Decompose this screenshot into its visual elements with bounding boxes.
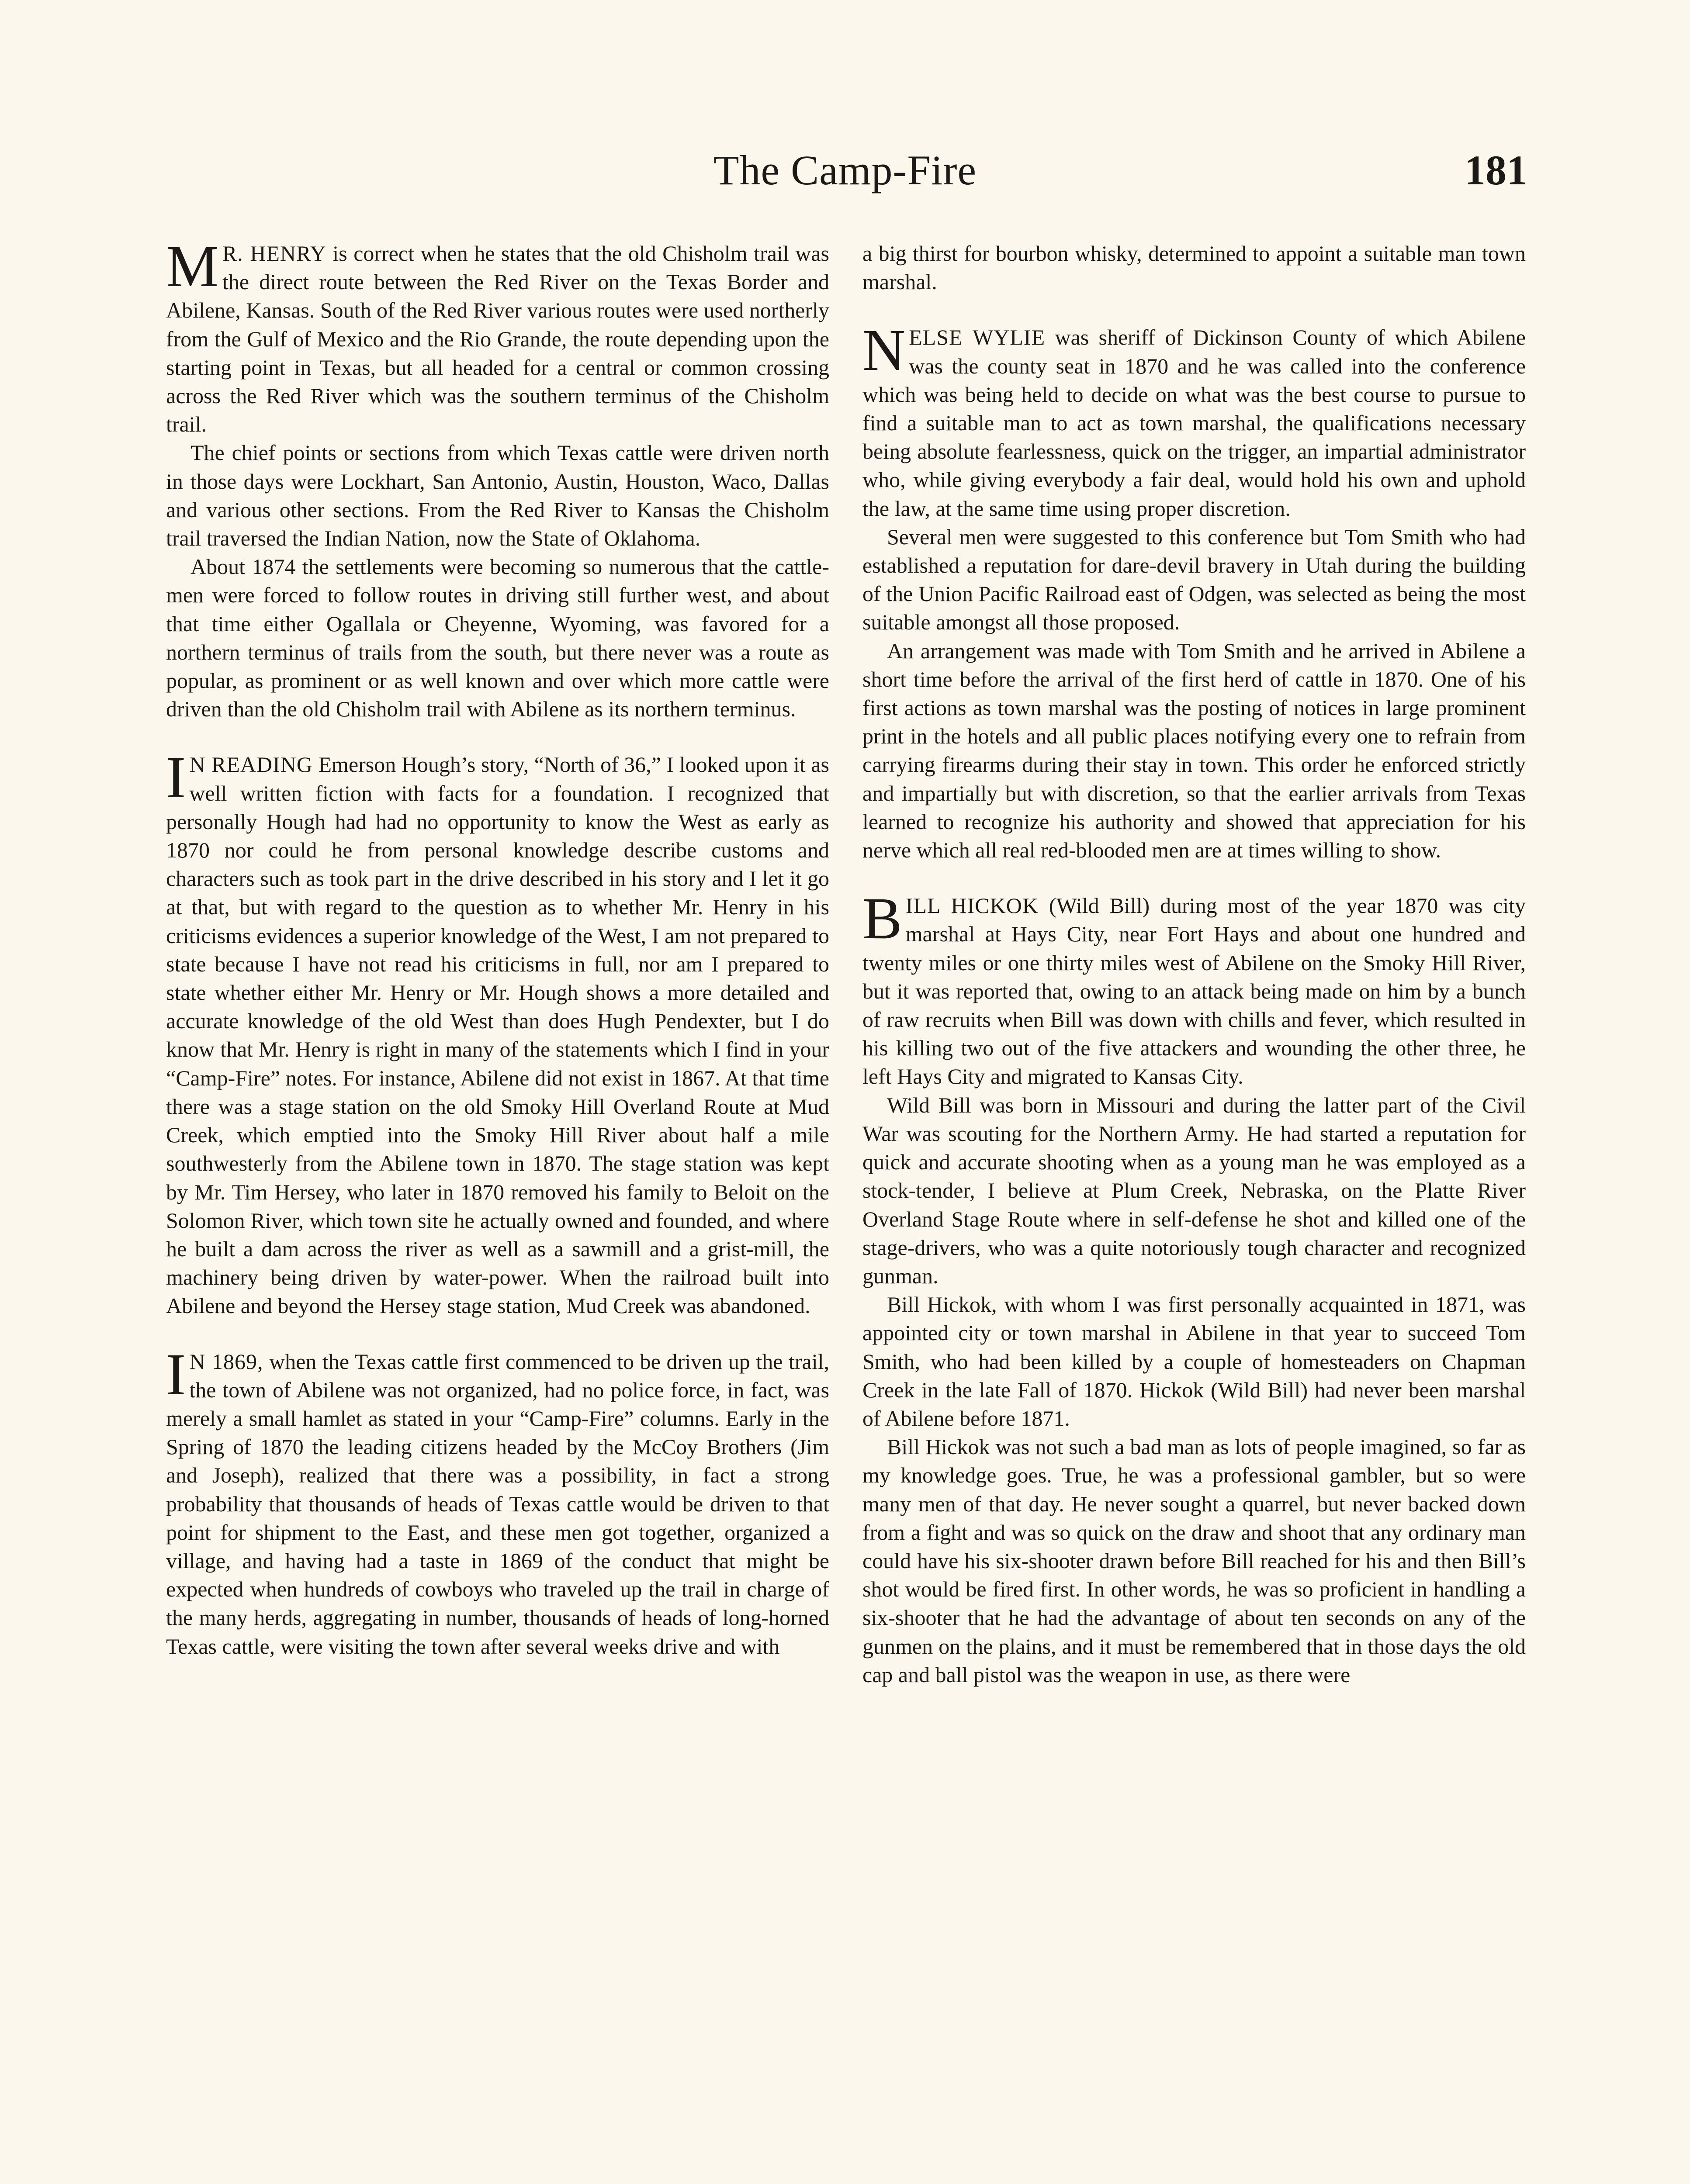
left-column bbox=[166, 234, 830, 1661]
drop-cap: I bbox=[166, 745, 186, 811]
paragraph: An arrangement was made with Tom Smith and he arrived in Abilene a short time before the arrival of the first herd of cattle in 1870. One of his first actions as town marshal was the posting of notices in large prominent print in the hotels and all public places notifying every one to refrain from carrying firearms during their stay in town. This order he enforced strictly and impartially but with discretion, so that the earlier arrivals from Texas learned to recognize his authority and showed that appreciation for his nerve which all real red-blooded men are at times willing to show. bbox=[862, 638, 1526, 863]
paragraph-text: is correct when he states that the old Chisholm trail was the direct route between the Red River on the Texas Border and Abilene, Kansas. South of the Red River various routes were used northerly from the Gulf of Mexico and the Rio Grande, the route depending upon the starting point in Texas, but all headed for a central or common crossing across the Red River which was the southern terminus of the Chisholm trail. bbox=[166, 241, 830, 437]
running-title: The Camp-Fire bbox=[713, 147, 977, 194]
continued-paragraph: a big thirst for bourbon whisky, determined to appoint a suitable man town marshal. bbox=[862, 241, 1526, 294]
section-lead-paragraph bbox=[166, 234, 830, 439]
section-lead-paragraph bbox=[862, 318, 1526, 522]
paragraph: Bill Hickok was not such a bad man as lots of people imagined, so far as my knowledge goes. True, he was a professional gambler, but so were many men of that day. He never sought a quarrel, but never backed down from a fight and was so quick on the draw and shoot that any ordinary man could have his six-shooter drawn before Bill reached for his and then Bill’s shot would be fired first. In other words, he was so proficient in handling a six-shooter that he had the advantage of about ten seconds on any of the gunmen on the plains, and it must be remembered that in those days the old cap and ball pistol was the weapon in use, as there were bbox=[862, 1434, 1526, 1687]
page-header bbox=[0, 144, 1690, 201]
lead-words: N READING bbox=[189, 752, 313, 777]
section-lead-paragraph bbox=[166, 745, 829, 1320]
lead-words: N 1869, bbox=[189, 1349, 263, 1374]
paragraph: The chief points or sections from which Texas cattle were driven north in those days were Lockhart, San Antonio, Austin, Houston, Waco, Dallas and various other sections. From the Red River to Kansas the Chisholm trail traversed the Indian Nation, now the State of Oklahoma. bbox=[166, 440, 829, 551]
paragraph-text: (Wild Bill) during most of the year 1870 was city marshal at Hays City, near Fort Hays and about one hundred and twenty miles or one thirty miles west of Abilene on the Smoky Hill River, but it was reported that, owing to an attack being made on him by a bunch of raw recruits when Bill was down with chills and fever, which resulted in his killing two out of the five attackers and wounding the other three, he left Hays City and migrated to Kansas City. bbox=[862, 893, 1526, 1089]
drop-cap: M bbox=[166, 234, 219, 299]
drop-cap: B bbox=[862, 886, 902, 952]
paragraph-text: was sheriff of Dickinson County of which Abilene was the county seat in 1870 and he was called into the conference which was being held to decide on what was the best course to pursue to find a suitable man to act as town marshal, the qualifications necessary being absolute fearlessness, quick on the trigger, an impartial administrator who, while giving everybody a fair deal, would hold his own and uphold the law, at the same time using proper discretion. bbox=[862, 325, 1526, 521]
section-break bbox=[862, 864, 1526, 892]
lead-words: R. HENRY bbox=[222, 241, 326, 266]
drop-cap: I bbox=[166, 1341, 186, 1407]
lead-words: ELSE WYLIE bbox=[909, 325, 1046, 350]
section-break bbox=[166, 1320, 829, 1348]
drop-cap: N bbox=[862, 318, 906, 384]
section-break bbox=[166, 723, 829, 750]
paragraph-text: Emerson Hough’s story, “North of 36,” I looked upon it as well written fiction with facts for a foundation. I recognized that personally Hough had had no opportunity to know the West as early as 1870 nor could he from personal knowledge describe customs and characters such as took part in the drive described in his story and I let it go at that, but with regard to the question as to whether Mr. Henry in his criticisms evidences a superior knowledge of the West, I am not prepared to state because I have not read his criticisms in full, nor am I prepared to state whether either Mr. Henry or Mr. Hough shows a more detailed and accurate knowledge of the old West than does Hugh Pendexter, but I do know that Mr. Henry is right in many of the statements which I find in your “Camp-Fire” notes. For instance, Abilene did not exist in 1867. At that time there was a stage station on the old Smoky Hill Overland Route at Mud Creek, which emptied into the Smoky Hill River about half a mile southwesterly from the Abilene town in 1870. The stage station was kept by Mr. Tim Hersey, who later in 1870 removed his family to Beloit on the Solomon River, which town site he actually owned and founded, and where he built a dam across the river as well as a sawmill and a grist-mill, the machinery being driven by water-power. When the railroad built into Abilene and beyond the Hersey stage station, Mud Creek was abandoned. bbox=[166, 752, 829, 1318]
lead-words: ILL HICKOK bbox=[905, 893, 1039, 918]
paragraph: Several men were suggested to this conference but Tom Smith who had established a reputation for dare-devil bravery in Utah during the building of the Union Pacific Railroad east of Odgen, was selected as being the most suitable amongst all those proposed. bbox=[862, 524, 1526, 635]
section-lead-paragraph bbox=[862, 886, 1526, 1091]
paragraph: Wild Bill was born in Missouri and during the latter part of the Civil War was scouting for the Northern Army. He had started a reputation for quick and accurate shooting when as a young man he was employed as a stock-tender, I believe at Plum Creek, Nebraska, on the Platte River Overland Stage Route where in self-defense he shot and killed one of the stage-drivers, who was a quite notoriously tough character and recognized gunman. bbox=[862, 1092, 1526, 1288]
page-number: 181 bbox=[1465, 147, 1527, 194]
section-break bbox=[862, 296, 1526, 323]
paragraph: Bill Hickok, with whom I was first personally acquainted in 1871, was appointed city or town marshal in Abilene in that year to succeed Tom Smith, who had been killed by a couple of homesteaders on Chapman Creek in the late Fall of 1870. Hickok (Wild Bill) had never been marshal of Abilene before 1871. bbox=[862, 1292, 1526, 1431]
paragraph-text: when the Texas cattle first commenced to be driven up the trail, the town of Abilene was not organized, had no police force, in fact, was merely a small hamlet as stated in your “Camp-Fire” columns. Early in the Spring of 1870 the leading citizens headed by the McCoy Brothers (Jim and Joseph), realized that there was a possibility, in fact a strong probability that thousands of heads of Texas cattle would be driven to that point for shipment to the East, and these men got together, organized a village, and having had a taste in 1869 of the conduct that might be expected when hundreds of cowboys who traveled up the trail in charge of the many herds, aggregating in number, thousands of heads of long-horned Texas cattle, were visiting the town after several weeks drive and with bbox=[166, 1349, 829, 1659]
paragraph: About 1874 the settlements were becoming so numerous that the cattle-men were forced to follow routes in driving still further west, and about that time either Ogallala or Cheyenne, Wyoming, was favored for a northern terminus of trails from the south, but there never was a route as popular, as prominent or as well known and over which more cattle were driven than the old Chisholm trail with Abilene as its northern terminus. bbox=[166, 554, 829, 722]
section-lead-paragraph bbox=[166, 1341, 829, 1661]
right-column bbox=[862, 239, 1526, 1689]
